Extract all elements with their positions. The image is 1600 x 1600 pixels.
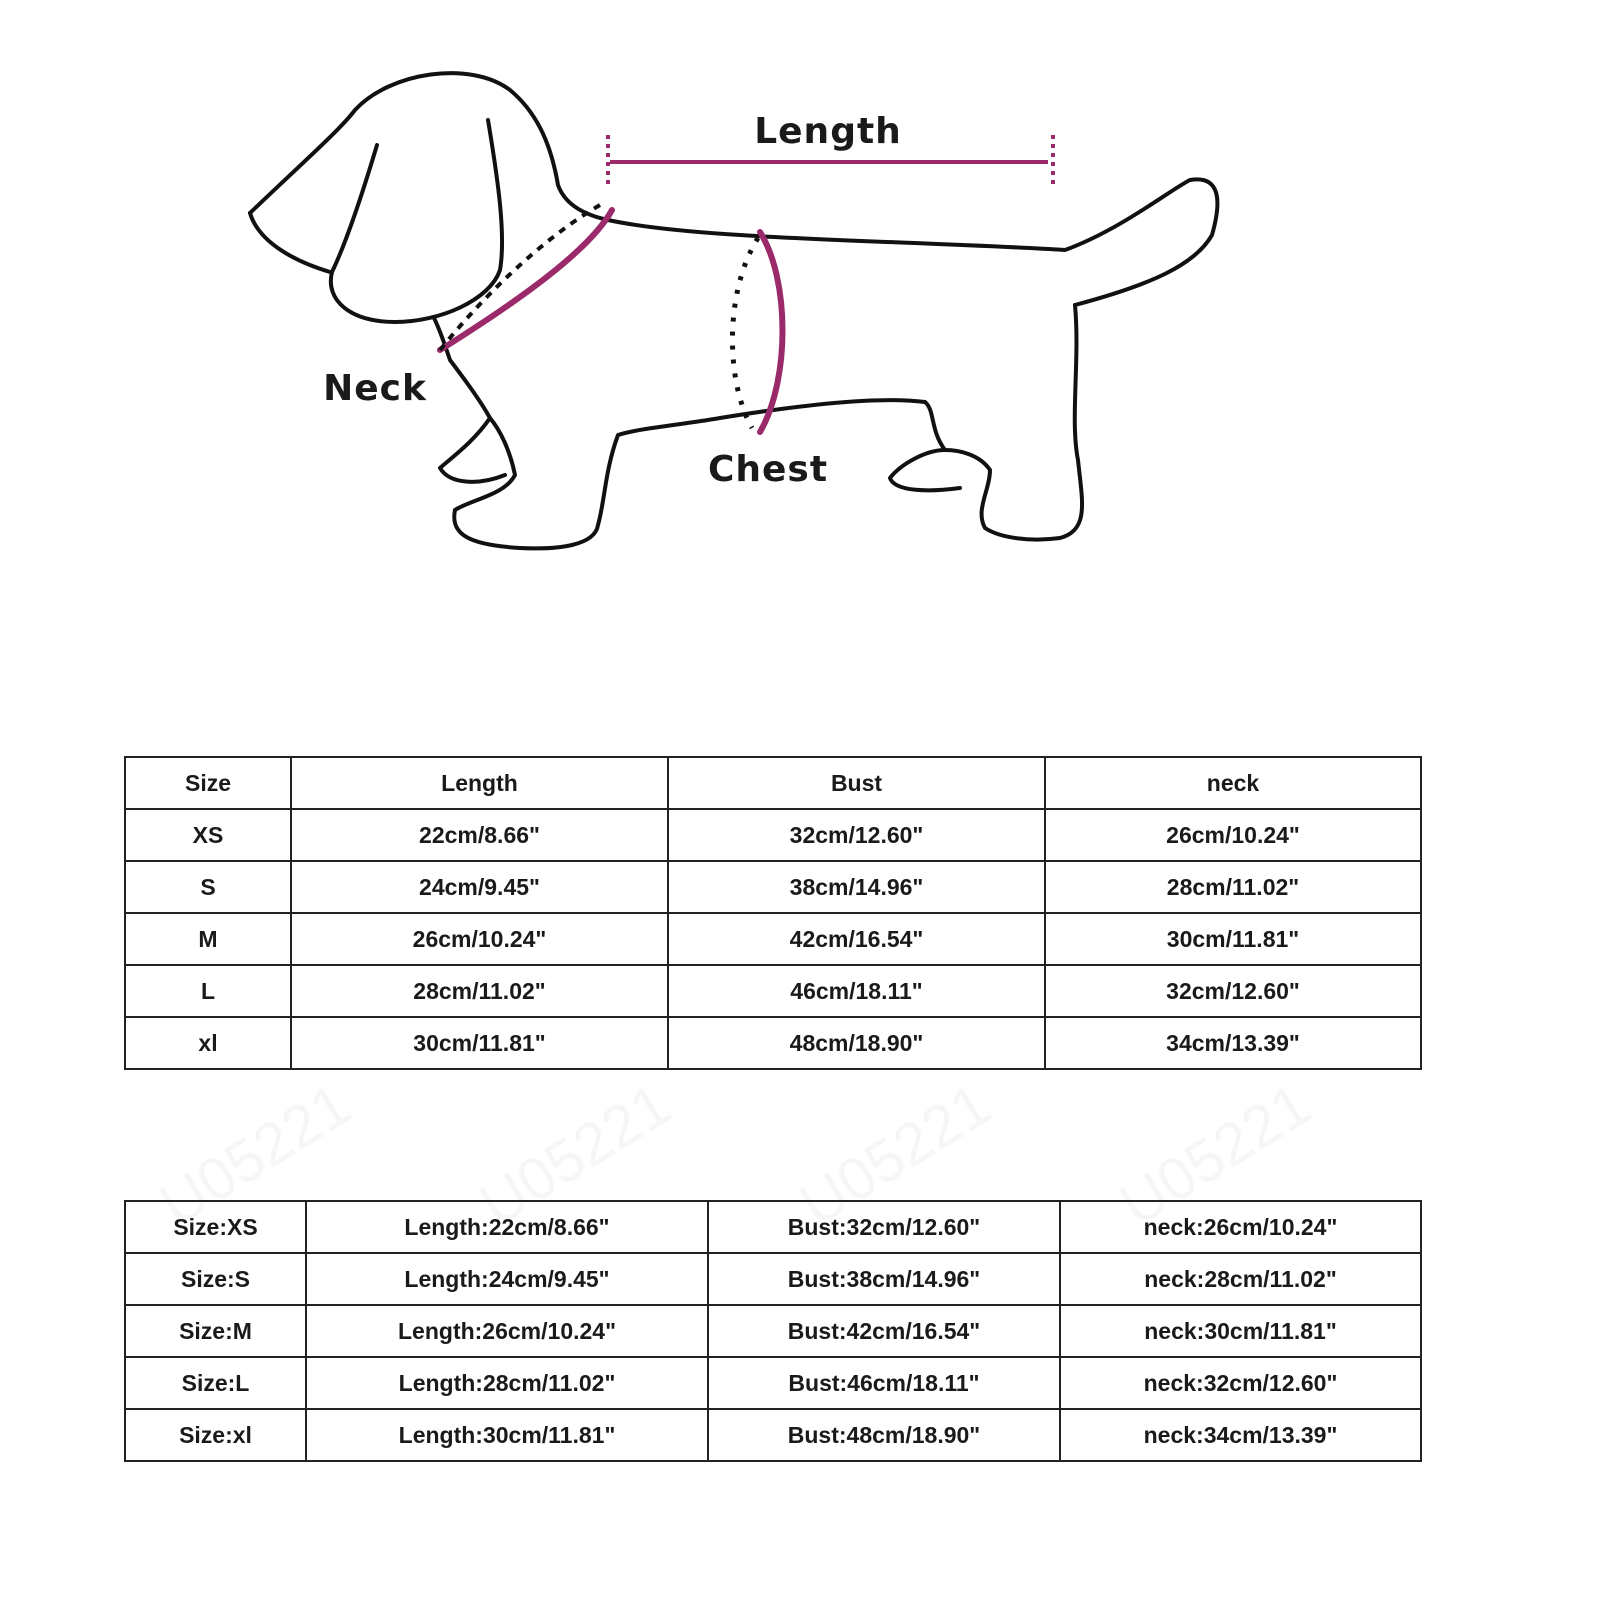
table-row [125, 861, 1421, 913]
length-cell: 24cm/9.45" [291, 861, 668, 913]
neck-cell: 26cm/10.24" [1045, 809, 1421, 861]
neck-measure-solid [440, 210, 612, 350]
size-cell: M [125, 913, 291, 965]
dog-back-paw-outline [890, 450, 960, 490]
length-cell: Length:24cm/9.45" [306, 1253, 708, 1305]
neck-cell: neck:28cm/11.02" [1060, 1253, 1421, 1305]
table-row [125, 1017, 1421, 1069]
table-row [125, 809, 1421, 861]
bust-cell: 38cm/14.96" [668, 861, 1045, 913]
chest-label: Chest [707, 449, 829, 490]
table-row [125, 913, 1421, 965]
length-label: Length [754, 111, 902, 152]
size-cell: Size:xl [125, 1409, 306, 1461]
size-cell: Size:L [125, 1357, 306, 1409]
table-row [125, 1201, 1421, 1253]
bust-cell: Bust:42cm/16.54" [708, 1305, 1060, 1357]
table-header-row [125, 757, 1421, 809]
chest-measure-dashed [732, 238, 758, 428]
dog-rear-leg-outline [925, 305, 1082, 540]
table-row [125, 1357, 1421, 1409]
length-cell: Length:26cm/10.24" [306, 1305, 708, 1357]
size-chart-table [124, 756, 1422, 1070]
chest-measure-solid [760, 232, 783, 432]
length-cell: 26cm/10.24" [291, 913, 668, 965]
bust-cell: 46cm/18.11" [668, 965, 1045, 1017]
size-cell: xl [125, 1017, 291, 1069]
length-cell: Length:22cm/8.66" [306, 1201, 708, 1253]
length-cell: 22cm/8.66" [291, 809, 668, 861]
dog-jaw-outline [250, 213, 330, 272]
size-cell: Size:S [125, 1253, 306, 1305]
neck-cell: neck:30cm/11.81" [1060, 1305, 1421, 1357]
length-cell: Length:30cm/11.81" [306, 1409, 708, 1461]
bust-cell: 32cm/12.60" [668, 809, 1045, 861]
neck-cell: neck:34cm/13.39" [1060, 1409, 1421, 1461]
length-cell: 28cm/11.02" [291, 965, 668, 1017]
length-cell: Length:28cm/11.02" [306, 1357, 708, 1409]
neck-cell: 32cm/12.60" [1045, 965, 1421, 1017]
dog-back-outline [608, 179, 1217, 305]
size-cell: Size:M [125, 1305, 306, 1357]
neck-cell: neck:32cm/12.60" [1060, 1357, 1421, 1409]
dog-head-outline [250, 73, 608, 220]
bust-cell: Bust:38cm/14.96" [708, 1253, 1060, 1305]
bust-cell: 42cm/16.54" [668, 913, 1045, 965]
table-row [125, 1409, 1421, 1461]
dog-ear-outline [331, 120, 502, 322]
size-cell: XS [125, 809, 291, 861]
header-cell: Length [291, 757, 668, 809]
header-cell: Bust [668, 757, 1045, 809]
size-cell: L [125, 965, 291, 1017]
table-row [125, 965, 1421, 1017]
bust-cell: Bust:46cm/18.11" [708, 1357, 1060, 1409]
neck-cell: 30cm/11.81" [1045, 913, 1421, 965]
bust-cell: 48cm/18.90" [668, 1017, 1045, 1069]
header-cell: Size [125, 757, 291, 809]
table-row [125, 1253, 1421, 1305]
neck-measure-dashed [440, 205, 600, 350]
neck-cell: 28cm/11.02" [1045, 861, 1421, 913]
size-cell: Size:XS [125, 1201, 306, 1253]
neck-cell: 34cm/13.39" [1045, 1017, 1421, 1069]
bust-cell: Bust:32cm/12.60" [708, 1201, 1060, 1253]
header-cell: neck [1045, 757, 1421, 809]
length-cell: 30cm/11.81" [291, 1017, 668, 1069]
table-row [125, 1305, 1421, 1357]
dog-measurement-diagram [0, 0, 1600, 600]
size-detail-table [124, 1200, 1422, 1462]
neck-cell: neck:26cm/10.24" [1060, 1201, 1421, 1253]
size-cell: S [125, 861, 291, 913]
neck-label: Neck [323, 368, 427, 409]
dog-belly-outline [454, 400, 925, 548]
bust-cell: Bust:48cm/18.90" [708, 1409, 1060, 1461]
